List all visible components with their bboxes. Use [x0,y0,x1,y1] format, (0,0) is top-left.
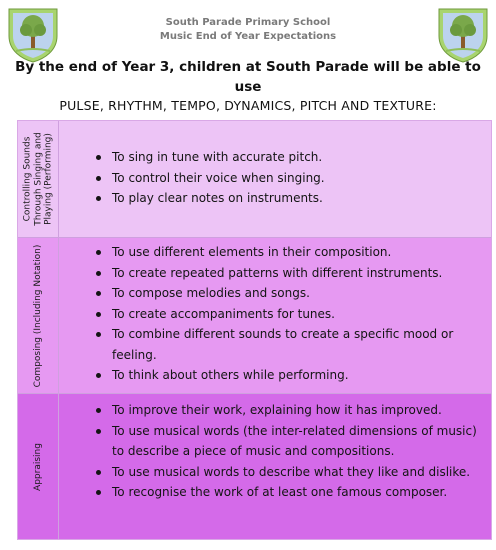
section-label [33,443,44,491]
section-composing [18,237,491,393]
section-label [22,132,54,226]
intro-line-2: PULSE, RHYTHM, TEMPO, DYNAMICS, PITCH AND TEXTURE: [59,98,437,113]
list-item: To combine different sounds to create a specific mood or feeling. [112,324,491,365]
list-item: To create repeated patterns with different instruments. [112,263,491,284]
list-item: To improve their work, explaining how it has improved. [112,400,491,421]
expectation-list [112,400,491,503]
section-content [59,121,491,237]
section-content [59,238,491,393]
expectations-table [17,120,492,540]
section-label-line: Appraising [32,442,43,491]
section-label-line: Through Singing and [32,132,43,226]
list-item: To use different elements in their composition. [112,242,491,263]
list-item: To sing in tune with accurate pitch. [112,147,491,168]
section-label-cell [18,238,59,393]
list-item: To play clear notes on instruments. [112,188,491,209]
list-item: To control their voice when singing. [112,168,491,189]
section-performing [18,121,491,237]
school-name: South Parade Primary School [165,17,331,28]
expectation-list [112,147,491,209]
list-item: To think about others while performing. [112,365,491,386]
list-item: To create accompaniments for tunes. [112,304,491,325]
section-label-line: Playing (Performing) [43,133,54,225]
section-label-cell [18,121,59,237]
expectation-list [112,242,491,386]
document-header [0,16,496,44]
section-label-cell [18,394,59,539]
list-item: To use musical words (the inter-related dimensions of music) to describe a piece of music and compositions. [112,421,491,462]
section-appraising [18,393,491,539]
list-item: To compose melodies and songs. [112,283,491,304]
document-subtitle: Music End of Year Expectations [159,31,337,42]
list-item: To use musical words to describe what they like and dislike. [112,462,491,483]
intro-line-1: By the end of Year 3, children at South Parade will be able to use [15,59,481,95]
section-label-line: Controlling Sounds [22,136,33,222]
section-content [59,394,491,539]
list-item: To recognise the work of at least one famous composer. [112,482,491,503]
section-label [33,244,44,387]
section-label-line: Composing (Including Notation) [32,244,43,387]
intro-statement [0,57,496,115]
